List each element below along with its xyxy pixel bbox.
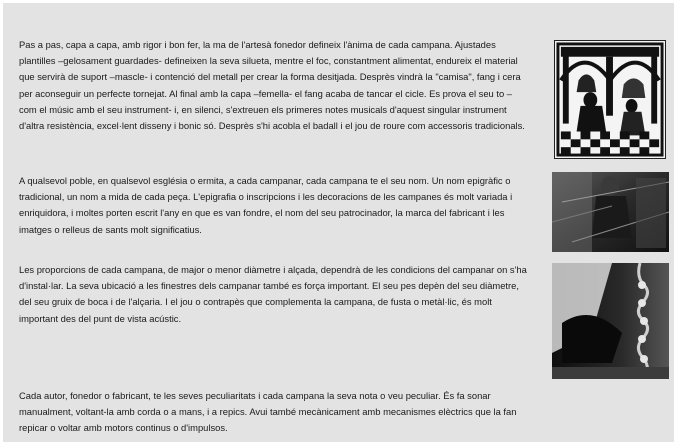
article-page [3,3,674,442]
bell-rope-photo [552,263,669,379]
woodcut-image [554,40,666,159]
paragraph-bell-proportions: Les proporcions de cada campana, de major o menor diàmetre i alçada, dependrà de les condicions del campanar on s'ha d'instal·lar. La seva ubicació a les finestres dels campanar també es força important. El seu pes depèn del seu diàmetre, del seu gruix de boca i de l'alçaria. I el jou o contrapès que complementa la campana, de fusta o metàl·lic, és molt important des del punt de vista acústic. [19,264,527,324]
bell-tower-photo [552,172,669,252]
paragraph-bell-casting: Pas a pas, capa a capa, amb rigor i bon fer, la ma de l'artesà fonedor defineix l'ànima de cada campana. Ajustades plantilles –gelosament guardades- defineixen la seva silueta, mentre el foc, constantment alimentat, endureix el material que servirà de suport –mascle- i contenció del metall per crear la forma desitjada. Desprès vindrà la "camisa", fang i cera per aconseguir un perfecte tornejat. Al final amb la capa –femella- el fang acaba de tancar el cicle. Es prova el seu to – com el músic amb el seu instrument- i, en silenci, s'extreuen els primeres notes musicals d'aquest singular instrument d'altra resistència, excel·lent disseny i bonic só. Desprès s'hi acobla el badall i el jou de roure com accessoris tradicionals. [19,39,525,132]
paragraph-bell-ringing: Cada autor, fonedor o fabricant, te les seves peculiaritats i cada campana la seva nota o veu peculiar. És fa sonar manualment, voltant-la amb corda o a mans, i a repics. Avui també mecànicament amb mecanismes elèctrics que la fan repicar o voltar amb motors continus o d'impulsos. [19,390,517,434]
paragraph-bell-names: A qualsevol poble, en qualsevol església o ermita, a cada campanar, cada campana te el seu nom. Un nom epigràfic o tradicional, un nom a mida de cada peça. L'epigrafia o inscripcions i les decoracions de les campanes és molt variada i enriquidora, i moltes porten escrit l'any en que es van fondre, el nom del seu patrocinador, la marca del fabricant i les imatges o relleus de sants molt significatius. [19,175,513,235]
